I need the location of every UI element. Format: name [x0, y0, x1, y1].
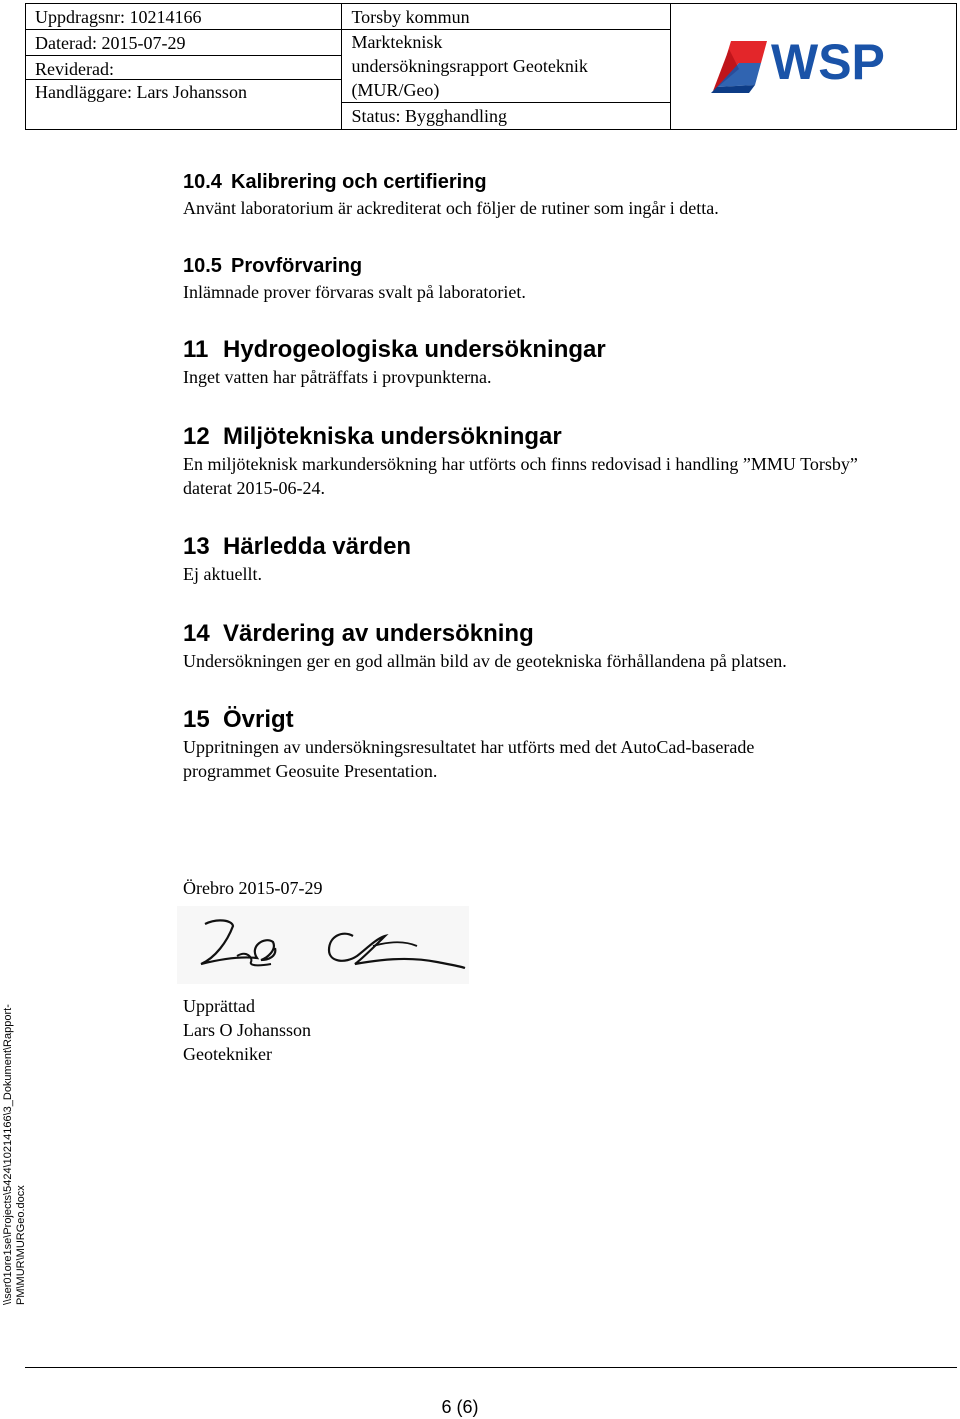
- section-heading: 14 Värdering av undersökning: [183, 620, 534, 647]
- signatory-title: Geotekniker: [183, 1044, 272, 1064]
- section-13: [183, 532, 903, 586]
- signature-image: [177, 906, 469, 984]
- footer-divider: [25, 1367, 957, 1368]
- section-10-4: [183, 168, 903, 220]
- section-body: Inlämnade prover förvaras svalt på laboratoriet.: [183, 282, 526, 302]
- place-date: Örebro 2015-07-29: [183, 878, 323, 898]
- svg-text:WSP: WSP: [770, 33, 885, 90]
- section-12: [183, 422, 903, 500]
- section-body: Inget vatten har påträffats i provpunkterna.: [183, 367, 492, 387]
- assignment-number: Uppdragsnr: 10214166: [26, 4, 341, 30]
- revised-field: Reviderad:: [26, 56, 341, 80]
- section-10-5: [183, 252, 903, 304]
- file-path-sidebar: [2, 1000, 42, 1305]
- section-heading: 11 Hydrogeologiska undersökningar: [183, 336, 606, 363]
- status-field: Status: Bygghandling: [351, 106, 507, 126]
- section-heading: 10.4 Kalibrering och certifiering: [183, 171, 487, 193]
- wsp-logo-icon: [709, 29, 919, 99]
- section-14: [183, 619, 903, 673]
- section-body: Uppritningen av undersökningsresultatet har utförts med det AutoCad-baserade programmet Geosuite Presentation.: [183, 737, 755, 781]
- handler-field: Handläggare: Lars Johansson: [35, 82, 247, 102]
- report-title-line3: (MUR/Geo): [342, 78, 670, 103]
- signatory-name: Lars O Johansson: [183, 1020, 311, 1040]
- section-body: En miljöteknisk markundersökning har utförts och finns redovisad i handling ”MMU Torsby” daterat 2015-06-24.: [183, 454, 858, 498]
- section-15: [183, 705, 903, 783]
- report-title-line2: undersökningsrapport Geoteknik: [351, 56, 588, 76]
- header-left-column: [26, 4, 342, 130]
- section-body: Ej aktuellt.: [183, 564, 262, 584]
- section-body: Undersökningen ger en god allmän bild av de geotekniska förhållandena på platsen.: [183, 651, 787, 671]
- document-header: [25, 3, 957, 130]
- handwritten-signature-icon: [177, 906, 469, 984]
- section-heading: 10.5 Provförvaring: [183, 255, 363, 277]
- signature-block: [183, 876, 903, 1064]
- signatory-info: [183, 994, 311, 1066]
- date-field: Daterad: 2015-07-29: [26, 30, 341, 56]
- header-mid-column: [342, 4, 671, 130]
- report-title-line1: Markteknisk: [351, 32, 443, 52]
- section-heading: 13 Härledda värden: [183, 533, 412, 560]
- client-name: Torsby kommun: [342, 4, 670, 30]
- file-path-text: \\ser01ore1se\Projects\5424\10214166\3_Dokument\Rapport-PM\MUR\MURGeo.docx: [2, 1004, 27, 1305]
- section-body: Använt laboratorium är ackrediterat och följer de rutiner som ingår i detta.: [183, 198, 719, 218]
- page-number: 6 (6): [441, 1397, 479, 1417]
- section-11: [183, 335, 903, 389]
- section-heading: 12 Miljötekniska undersökningar: [183, 423, 562, 450]
- logo-cell: [671, 4, 957, 130]
- section-heading: 15 Övrigt: [183, 706, 294, 733]
- signatory-role: Upprättad: [183, 996, 255, 1016]
